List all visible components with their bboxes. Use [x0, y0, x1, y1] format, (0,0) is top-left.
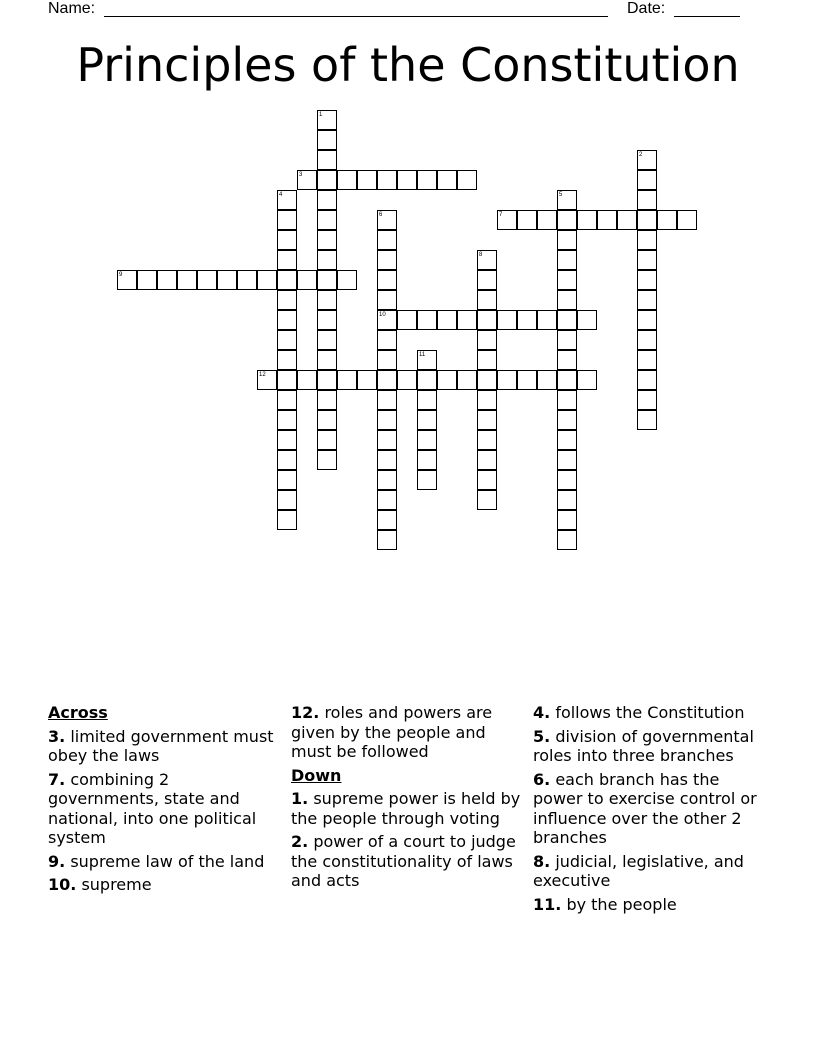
clue-down-6: 6. each branch has the power to exercise control or influence over the other 2 branches — [533, 769, 757, 847]
grid-cell[interactable] — [557, 490, 577, 510]
grid-cell[interactable] — [417, 310, 437, 330]
clue-number: 1 — [319, 112, 323, 118]
grid-cell[interactable] — [317, 450, 337, 470]
grid-cell[interactable] — [457, 370, 477, 390]
clue-number: 4 — [279, 192, 283, 198]
grid-cell[interactable] — [377, 430, 397, 450]
grid-cell[interactable] — [597, 210, 617, 230]
grid-cell[interactable] — [497, 310, 517, 330]
grid-cell[interactable] — [617, 210, 637, 230]
grid-cell[interactable] — [537, 370, 557, 390]
grid-cell[interactable] — [577, 370, 597, 390]
grid-cell[interactable] — [377, 330, 397, 350]
grid-cell[interactable] — [337, 370, 357, 390]
grid-cell[interactable] — [637, 350, 657, 370]
grid-cell[interactable] — [637, 210, 657, 230]
grid-cell[interactable] — [477, 390, 497, 410]
grid-cell[interactable] — [577, 210, 597, 230]
grid-cell[interactable] — [557, 510, 577, 530]
grid-cell[interactable] — [377, 530, 397, 550]
grid-cell[interactable] — [237, 270, 257, 290]
grid-cell[interactable] — [417, 470, 437, 490]
grid-cell[interactable] — [277, 330, 297, 350]
grid-cell[interactable] — [417, 410, 437, 430]
clue-down-2: 2. power of a court to judge the constitutionality of laws and acts — [291, 832, 516, 890]
grid-cell[interactable] — [377, 230, 397, 250]
grid-cell[interactable] — [277, 350, 297, 370]
grid-cell[interactable] — [337, 270, 357, 290]
grid-cell[interactable] — [297, 270, 317, 290]
grid-cell[interactable] — [637, 390, 657, 410]
grid-cell[interactable] — [377, 350, 397, 370]
grid-cell[interactable] — [677, 210, 697, 230]
grid-cell[interactable] — [277, 510, 297, 530]
grid-cell[interactable] — [277, 450, 297, 470]
grid-cell[interactable] — [277, 370, 297, 390]
grid-cell[interactable] — [277, 210, 297, 230]
grid-cell[interactable] — [557, 370, 577, 390]
grid-cell[interactable] — [537, 210, 557, 230]
page-title: Principles of the Constitution — [76, 38, 740, 92]
grid-cell[interactable] — [337, 170, 357, 190]
clue-across-12: 12. roles and powers are given by the people and must be followed — [291, 703, 493, 761]
grid-cell[interactable] — [417, 370, 437, 390]
grid-cell[interactable] — [317, 150, 337, 170]
grid-cell[interactable] — [317, 390, 337, 410]
clue-across-10: 10. supreme — [48, 875, 152, 894]
grid-cell[interactable] — [517, 310, 537, 330]
grid-cell[interactable] — [377, 390, 397, 410]
grid-cell[interactable] — [637, 230, 657, 250]
grid-cell[interactable] — [377, 170, 397, 190]
clues-column-2 — [291, 703, 523, 895]
clue-down-4: 4. follows the Constitution — [533, 703, 745, 722]
grid-cell[interactable] — [637, 290, 657, 310]
clues-column-3 — [533, 703, 765, 918]
grid-cell[interactable] — [317, 170, 337, 190]
clue-number: 7 — [499, 212, 503, 218]
grid-cell[interactable] — [317, 130, 337, 150]
clue-number: 10 — [379, 312, 386, 318]
grid-cell[interactable] — [637, 190, 657, 210]
grid-cell[interactable] — [477, 350, 497, 370]
clue-down-1: 1. supreme power is held by the people through voting — [291, 789, 521, 828]
clue-number: 8 — [479, 252, 483, 258]
grid-cell[interactable] — [377, 450, 397, 470]
grid-cell[interactable] — [137, 270, 157, 290]
grid-cell[interactable] — [477, 270, 497, 290]
clue-number: 11 — [419, 352, 426, 358]
grid-cell[interactable] — [437, 310, 457, 330]
grid-cell[interactable] — [477, 490, 497, 510]
grid-cell[interactable] — [557, 470, 577, 490]
grid-cell[interactable] — [377, 370, 397, 390]
grid-cell[interactable] — [557, 350, 577, 370]
grid-cell[interactable] — [197, 270, 217, 290]
grid-cell[interactable] — [357, 370, 377, 390]
grid-cell[interactable] — [317, 230, 337, 250]
grid-cell[interactable] — [317, 330, 337, 350]
grid-cell[interactable] — [417, 170, 437, 190]
grid-cell[interactable] — [557, 250, 577, 270]
grid-cell[interactable] — [277, 290, 297, 310]
grid-cell[interactable] — [497, 370, 517, 390]
grid-cell[interactable] — [157, 270, 177, 290]
grid-cell[interactable] — [477, 290, 497, 310]
grid-cell[interactable] — [317, 250, 337, 270]
grid-cell[interactable] — [377, 510, 397, 530]
clue-down-11: 11. by the people — [533, 894, 677, 914]
grid-cell[interactable] — [457, 170, 477, 190]
grid-cell[interactable] — [277, 410, 297, 430]
grid-cell[interactable] — [397, 170, 417, 190]
clue-number: 6 — [379, 212, 383, 218]
grid-cell[interactable] — [477, 470, 497, 490]
clue-across-3: 3. limited government must obey the laws — [48, 726, 274, 765]
grid-cell[interactable] — [477, 410, 497, 430]
grid-cell[interactable] — [417, 390, 437, 410]
grid-cell[interactable] — [417, 430, 437, 450]
grid-cell[interactable] — [637, 270, 657, 290]
name-label: Name: — [48, 0, 96, 17]
grid-cell[interactable] — [477, 330, 497, 350]
grid-cell[interactable] — [557, 410, 577, 430]
grid-cell[interactable] — [657, 210, 677, 230]
grid-cell[interactable] — [377, 490, 397, 510]
grid-cell[interactable] — [637, 250, 657, 270]
grid-cell[interactable] — [457, 310, 477, 330]
grid-cell[interactable] — [637, 310, 657, 330]
grid-cell[interactable] — [557, 290, 577, 310]
grid-cell[interactable] — [577, 310, 597, 330]
grid-cell[interactable] — [277, 490, 297, 510]
grid-cell[interactable] — [557, 530, 577, 550]
grid-cell[interactable] — [317, 350, 337, 370]
grid-cell[interactable] — [557, 310, 577, 330]
grid-cell[interactable] — [397, 310, 417, 330]
grid-cell[interactable] — [437, 170, 457, 190]
grid-cell[interactable] — [557, 330, 577, 350]
grid-cell[interactable] — [517, 370, 537, 390]
grid-cell[interactable] — [477, 450, 497, 470]
grid-cell[interactable] — [637, 170, 657, 190]
grid-cell[interactable] — [557, 430, 577, 450]
grid-cell[interactable] — [317, 190, 337, 210]
grid-cell[interactable] — [277, 230, 297, 250]
grid-cell[interactable] — [317, 210, 337, 230]
grid-cell[interactable] — [557, 270, 577, 290]
grid-cell[interactable] — [317, 430, 337, 450]
grid-cell[interactable] — [297, 370, 317, 390]
across-heading: Across — [48, 703, 108, 722]
grid-cell[interactable] — [557, 210, 577, 230]
grid-cell[interactable] — [477, 430, 497, 450]
grid-cell[interactable] — [377, 470, 397, 490]
grid-cell[interactable] — [397, 370, 417, 390]
grid-cell[interactable] — [557, 390, 577, 410]
grid-cell[interactable] — [517, 210, 537, 230]
grid-cell[interactable] — [637, 330, 657, 350]
grid-cell[interactable] — [317, 370, 337, 390]
clue-down-8: 8. judicial, legislative, and executive — [533, 851, 744, 890]
clue-down-5: 5. division of governmental roles into three branches — [533, 726, 754, 765]
clue-number: 9 — [119, 272, 123, 278]
grid-cell[interactable] — [317, 410, 337, 430]
grid-cell[interactable] — [377, 270, 397, 290]
clue-across-9: 9. supreme law of the land — [48, 851, 265, 871]
grid-cell[interactable] — [217, 270, 237, 290]
grid-cell[interactable] — [317, 270, 337, 290]
clue-number: 5 — [559, 192, 563, 198]
grid-cell[interactable] — [277, 470, 297, 490]
grid-cell[interactable] — [277, 430, 297, 450]
grid-cell[interactable] — [557, 450, 577, 470]
grid-cell[interactable] — [377, 250, 397, 270]
grid-cell[interactable] — [357, 170, 377, 190]
clues-column-1 — [48, 703, 280, 899]
clue-across-7: 7. combining 2 governments, state and national, into one political system — [48, 769, 257, 847]
grid-cell[interactable] — [317, 310, 337, 330]
clue-number: 3 — [299, 172, 303, 178]
grid-cell[interactable] — [557, 230, 577, 250]
grid-cell[interactable] — [177, 270, 197, 290]
grid-cell[interactable] — [477, 370, 497, 390]
grid-cell[interactable] — [417, 450, 437, 470]
grid-cell[interactable] — [377, 410, 397, 430]
grid-cell[interactable] — [477, 310, 497, 330]
grid-cell[interactable] — [637, 410, 657, 430]
grid-cell[interactable] — [437, 370, 457, 390]
clue-number: 2 — [639, 152, 643, 158]
grid-cell[interactable] — [537, 310, 557, 330]
grid-cell[interactable] — [377, 290, 397, 310]
grid-cell[interactable] — [277, 270, 297, 290]
grid-cell[interactable] — [277, 310, 297, 330]
down-heading: Down — [291, 765, 342, 785]
grid-cell[interactable] — [277, 390, 297, 410]
grid-cell[interactable] — [277, 250, 297, 270]
grid-cell[interactable] — [317, 290, 337, 310]
grid-cell[interactable] — [257, 270, 277, 290]
date-label: Date: — [627, 0, 666, 17]
clue-number: 12 — [259, 372, 266, 378]
grid-cell[interactable] — [637, 370, 657, 390]
